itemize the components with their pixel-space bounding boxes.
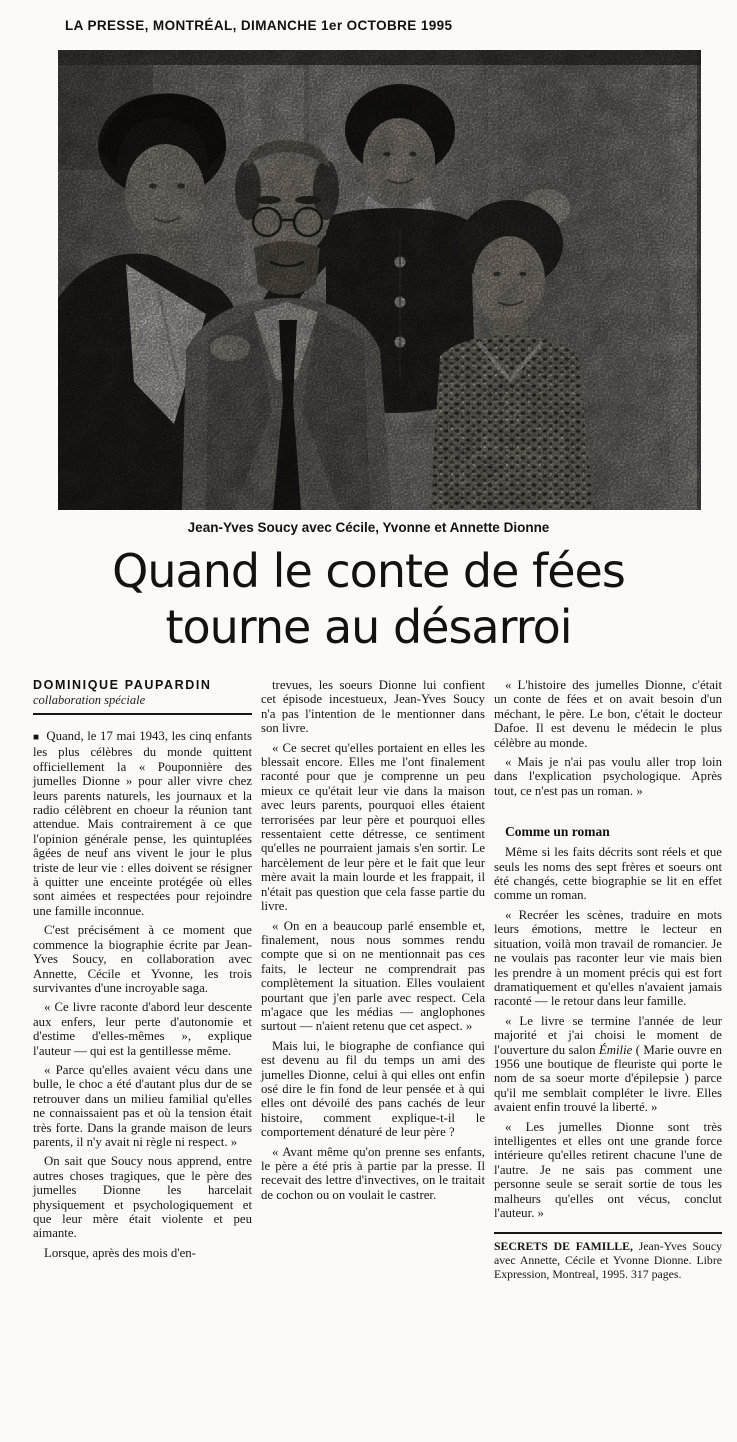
text-run: SECRETS DE FAMILLE, (494, 1239, 633, 1254)
headline-line-2: tourne au désarroi (165, 600, 572, 654)
photo-halftone-illustration (58, 50, 701, 510)
lead-paragraph (33, 729, 252, 918)
book-reference (494, 1232, 722, 1281)
text-run: Comme un roman (505, 824, 610, 840)
byline-rule (33, 713, 252, 715)
article-paragraph (494, 755, 722, 798)
byline (33, 678, 252, 715)
lead-bullet-icon: ■ (33, 732, 47, 743)
article-paragraph (33, 1063, 252, 1149)
text-run: « Ce livre raconte d'abord leur descente aux enfers, leur perte d'autonomie et d'estime d'elles-mêmes », explique l'auteur — qui est la gentillesse même. (33, 1000, 252, 1058)
byline-role: collaboration spéciale (33, 693, 146, 707)
article-column-2 (261, 678, 485, 1287)
text-run: Mais lui, le biographe de confiance qui est devenu au fil du temps un ami des jumelles Dionne, celui à qui elles ont enfin osé dire le fin fond de leur pensée et à qui elles ont dévoilé des pans cachés de leur histoire, comment explique-t-il le comportement dénaturé de leur père ? (261, 1038, 485, 1140)
text-run: « Avant même qu'on prenne ses enfants, le père a été pris à partie par la presse. Il recevait des lettre d'invectives, on le traitait de cochon ou on voulait le castrer. (261, 1144, 485, 1202)
text-run: Émilie (598, 1042, 633, 1057)
article-paragraph (33, 923, 252, 995)
text-run: Même si les faits décrits sont réels et que seuls les noms des sept frères et soeurs ont été changés, cette biographie se lit en effet comme un roman. (494, 845, 722, 903)
text-run: Quand, le 17 mai 1943, les cinq enfants les plus célèbres du monde quittent officiellement la « Pouponnière des jumelles Dionne » pour aller vivre chez leurs parents naturels, les journaux et la radio célèbrent en choeur la réunion tant attendue. Mais contrairement à ce que l'opinion générale pense, les quintuplées âgées de neuf ans vivent le jour le plus triste de leur vie : elles doivent se résigner à quitter une enceinte protégée où elles sont aimées et respectées pour rejoindre une famille inconnue. (33, 729, 252, 918)
text-run: trevues, les soeurs Dionne lui confient cet épisode incestueux, Jean-Yves Soucy n'a pas l'intention de le mentionner dans son livre. (261, 678, 485, 736)
article-paragraph (261, 741, 485, 914)
text-run: On sait que Soucy nous apprend, entre autres choses tragiques, que le père des jumelles Dionne les harcelait physiquement et psychologiquement et que leur mère était violente et peu aimante. (33, 1154, 252, 1241)
byline-author: DOMINIQUE PAUPARDIN (33, 678, 212, 692)
section-subhead (494, 824, 722, 840)
article-paragraph (494, 908, 722, 1009)
article-headline (0, 543, 737, 655)
article-paragraph (261, 919, 485, 1034)
text-run: « Recréer les scènes, traduire en mots leurs émotions, mettre le lecteur en situation, voilà mon travail de romancier. Je ne voulais pas raconter leur vie mais bien les prendre à un moment précis qui est fort dramatiquement et qu'elles n'avaient jamais raconté — le retour dans leur famille. (494, 907, 722, 1009)
text-run: « Parce qu'elles avaient vécu dans une bulle, le choc a été d'autant plus dur de se retrouver dans un milieu familial qu'elles ne connaissaient pas et où la tension était très forte. Dans la grande maison de leurs parents, il n'y avait ni règle ni respect. » (33, 1062, 252, 1149)
text-run: ( Marie ouvre en 1956 une boutique de fleuriste qui porte le nom de sa soeur morte d'épilepsie ) parce qu'il me semblait compléter le livre. Elles avaient enfin trouvé la liberté. » (494, 1042, 722, 1115)
text-run: C'est précisément à ce moment que commence la biographie écrite par Jean-Yves Soucy, en collaboration avec Annette, Cécile et Yvonne, les trois survivantes d'une incroyable saga. (33, 923, 252, 995)
article-body (33, 678, 722, 1287)
article-paragraph (261, 1039, 485, 1140)
article-paragraph (494, 845, 722, 903)
article-photo (58, 50, 701, 510)
article-paragraph (494, 1014, 722, 1115)
text-run: « Le livre se termine l'année de leur majorité et j'ai choisi le moment de l'ouverture du salon (494, 1013, 722, 1057)
article-paragraph (33, 1154, 252, 1240)
article-paragraph (261, 678, 485, 736)
article-column-3 (494, 678, 722, 1287)
text-run: « L'histoire des jumelles Dionne, c'était un conte de fées et on avait besoin d'un méchant, le père. Le bon, c'était le docteur Dafoe. Il est devenu le médecin le plus célèbre au monde. (494, 678, 722, 750)
article-paragraph (33, 1246, 252, 1260)
text-run: « On en a beaucoup parlé ensemble et, finalement, nous nous sommes rendu compte que si on ne mentionnait pas ces faits, le lecteur ne comprendrait pas complètement la situation. Elles voulaient pourtant que j'en parle avec respect. Cela m'agace que les médias — anglophones surtout — n'aient retenu que cet aspect. » (261, 918, 485, 1034)
text-run: « Mais je n'ai pas voulu aller trop loin dans l'explication psychologique. Après tout, ce n'est pas un roman. » (494, 755, 722, 798)
text-run: Jean-Yves Soucy avec Annette, Cécile et Yvonne Dionne. Libre Expression, Montreal, 1995. 317 pages. (494, 1239, 722, 1281)
article-paragraph (494, 678, 722, 750)
text-run: Lorsque, après des mois d'en- (44, 1245, 196, 1260)
article-column-1 (33, 678, 252, 1287)
article-paragraph (261, 1145, 485, 1203)
article-paragraph (33, 1000, 252, 1058)
headline-line-1: Quand le conte de fées (112, 544, 625, 598)
masthead: LA PRESSE, MONTRÉAL, DIMANCHE 1er OCTOBRE 1995 (65, 18, 453, 33)
text-run: « Ce secret qu'elles portaient en elles les blessait encore. Elles me l'ont finalement raconté pour que je comprenne un peu mieux ce qu'était leur vie dans la maison avec leurs parents, pourquoi elles étaient terrorisées par leur père et pourquoi elles ressentaient cette détresse, ce sentiment qu'elles ne pourraient jamais s'en sortir. Le harcèlement de leur père et le fait que leur mère avait la main lourde et les frappait, il n'était pas question que cela fasse partie du livre. (261, 740, 485, 914)
photo-caption: Jean-Yves Soucy avec Cécile, Yvonne et Annette Dionne (187, 520, 550, 535)
text-run: « Les jumelles Dionne sont très intelligentes et elles ont une grande force intérieure qu'elles retirent chacune l'une de l'autre. Je ne sais pas comment une personne seule se serait sortie de tous les malheurs qu'elles ont vécus, conclut l'auteur. » (494, 1119, 722, 1220)
article-paragraph (494, 1120, 722, 1221)
